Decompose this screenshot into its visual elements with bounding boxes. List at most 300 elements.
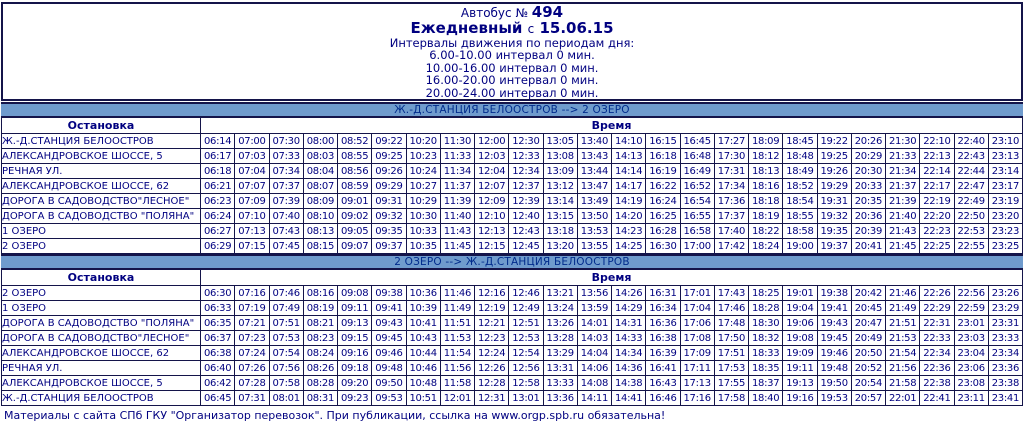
- time-cell: 22:13: [920, 149, 954, 164]
- time-cell: 19:26: [817, 164, 851, 179]
- time-cell: 06:42: [201, 376, 235, 391]
- time-cell: 12:03: [475, 149, 509, 164]
- stop-name-cell: АЛЕКСАНДРОВСКОЕ ШОССЕ, 5: [2, 376, 201, 391]
- time-cell: 23:34: [988, 346, 1022, 361]
- time-cell: 13:24: [543, 301, 577, 316]
- time-cell: 09:46: [372, 346, 406, 361]
- time-cell: 18:22: [749, 224, 783, 239]
- time-cell: 07:30: [269, 134, 303, 149]
- time-cell: 10:35: [406, 239, 440, 254]
- time-cell: 09:20: [338, 376, 372, 391]
- table-row: [2, 194, 1023, 209]
- time-cell: 12:43: [509, 224, 543, 239]
- time-cell: 18:35: [749, 361, 783, 376]
- time-cell: 23:04: [954, 346, 988, 361]
- time-cell: 09:11: [338, 301, 372, 316]
- time-cell: 06:23: [201, 194, 235, 209]
- time-cell: 20:54: [851, 376, 885, 391]
- time-cell: 06:27: [201, 224, 235, 239]
- time-cell: 09:29: [372, 179, 406, 194]
- time-cell: 09:31: [372, 194, 406, 209]
- time-cell: 21:40: [886, 209, 920, 224]
- time-cell: 12:45: [509, 239, 543, 254]
- time-cell: 13:43: [577, 149, 611, 164]
- time-cell: 12:34: [509, 164, 543, 179]
- time-cell: 08:31: [303, 391, 337, 406]
- time-cell: 09:22: [372, 134, 406, 149]
- time-cell: 07:15: [235, 239, 269, 254]
- time-cell: 22:36: [920, 361, 954, 376]
- time-cell: 23:36: [988, 361, 1022, 376]
- time-cell: 09:25: [372, 149, 406, 164]
- time-cell: 07:10: [235, 209, 269, 224]
- time-cell: 11:39: [440, 194, 474, 209]
- time-cell: 19:35: [817, 224, 851, 239]
- interval-line-4: 20.00-24.00 интервал 0 мин.: [425, 85, 599, 100]
- time-cell: 18:48: [783, 149, 817, 164]
- time-cell: 08:59: [338, 179, 372, 194]
- time-cell: 14:25: [612, 239, 646, 254]
- time-cell: 14:31: [612, 316, 646, 331]
- table-row: [2, 316, 1023, 331]
- time-cell: 18:52: [783, 179, 817, 194]
- time-cell: 11:56: [440, 361, 474, 376]
- time-cell: 13:56: [577, 286, 611, 301]
- time-cell: 17:42: [714, 239, 748, 254]
- time-cell: 14:14: [612, 164, 646, 179]
- time-cell: 22:20: [920, 209, 954, 224]
- time-cell: 13:40: [577, 134, 611, 149]
- time-cell: 17:43: [714, 286, 748, 301]
- time-cell: 07:39: [269, 194, 303, 209]
- time-cell: 11:37: [440, 179, 474, 194]
- time-cell: 22:19: [920, 194, 954, 209]
- time-cell: 13:05: [543, 134, 577, 149]
- time-cell: 22:14: [920, 164, 954, 179]
- time-cell: 12:40: [509, 209, 543, 224]
- time-cell: 12:53: [509, 331, 543, 346]
- time-cell: 06:18: [201, 164, 235, 179]
- time-cell: 22:55: [954, 239, 988, 254]
- time-cell: 19:46: [817, 346, 851, 361]
- time-cell: 08:28: [303, 376, 337, 391]
- time-cell: 09:41: [372, 301, 406, 316]
- time-cell: 08:03: [303, 149, 337, 164]
- time-cell: 17:53: [714, 361, 748, 376]
- time-cell: 14:06: [577, 361, 611, 376]
- time-cell: 22:59: [954, 301, 988, 316]
- time-cell: 09:50: [372, 376, 406, 391]
- time-cell: 19:06: [783, 316, 817, 331]
- time-cell: 10:44: [406, 346, 440, 361]
- time-cell: 23:10: [988, 134, 1022, 149]
- time-cell: 09:38: [372, 286, 406, 301]
- time-cell: 19:08: [783, 331, 817, 346]
- time-cell: 08:13: [303, 224, 337, 239]
- time-cell: 07:28: [235, 376, 269, 391]
- time-cell: 11:30: [440, 134, 474, 149]
- time-cell: 13:53: [577, 224, 611, 239]
- time-cell: 14:01: [577, 316, 611, 331]
- time-cell: 22:23: [920, 224, 954, 239]
- time-cell: 13:21: [543, 286, 577, 301]
- direction-header-outbound: Ж.-Д.СТАНЦИЯ БЕЛООСТРОВ --> 2 ОЗЕРО: [1, 102, 1023, 117]
- time-cell: 07:21: [235, 316, 269, 331]
- time-cell: 20:36: [851, 209, 885, 224]
- table-row: [2, 346, 1023, 361]
- direction-block-outbound: [1, 102, 1023, 254]
- time-cell: 14:04: [577, 346, 611, 361]
- stop-name-cell: 1 ОЗЕРО: [2, 224, 201, 239]
- time-cell: 12:01: [440, 391, 474, 406]
- time-cell: 06:30: [201, 286, 235, 301]
- bus-label: Автобус №: [460, 6, 528, 20]
- time-cell: 16:48: [680, 149, 714, 164]
- time-cell: 20:50: [851, 346, 885, 361]
- time-cell: 18:19: [749, 209, 783, 224]
- table-row: [2, 224, 1023, 239]
- schedule-header: [1, 2, 1023, 101]
- time-cell: 10:51: [406, 391, 440, 406]
- time-cell: 23:29: [988, 301, 1022, 316]
- time-cell: 06:45: [201, 391, 235, 406]
- time-cell: 06:35: [201, 316, 235, 331]
- time-cell: 19:31: [817, 194, 851, 209]
- time-cell: 12:28: [475, 376, 509, 391]
- time-cell: 09:43: [372, 316, 406, 331]
- time-cell: 17:30: [714, 149, 748, 164]
- stop-name-cell: Ж.-Д.СТАНЦИЯ БЕЛООСТРОВ: [2, 391, 201, 406]
- time-cell: 12:31: [475, 391, 509, 406]
- time-cell: 13:29: [543, 346, 577, 361]
- time-cell: 13:09: [543, 164, 577, 179]
- time-cell: 12:21: [475, 316, 509, 331]
- time-cell: 22:17: [920, 179, 954, 194]
- time-cell: 16:39: [646, 346, 680, 361]
- time-cell: 07:04: [235, 164, 269, 179]
- time-cell: 23:06: [954, 361, 988, 376]
- time-cell: 13:44: [577, 164, 611, 179]
- time-cell: 17:31: [714, 164, 748, 179]
- time-cell: 08:10: [303, 209, 337, 224]
- time-cell: 07:56: [269, 361, 303, 376]
- from-label: с: [527, 22, 535, 36]
- table-row: [2, 376, 1023, 391]
- time-cell: 12:24: [475, 346, 509, 361]
- time-cell: 19:37: [817, 239, 851, 254]
- time-cell: 14:34: [612, 346, 646, 361]
- time-cell: 18:55: [783, 209, 817, 224]
- time-cell: 08:21: [303, 316, 337, 331]
- time-cell: 18:16: [749, 179, 783, 194]
- time-cell: 22:01: [886, 391, 920, 406]
- time-cell: 06:40: [201, 361, 235, 376]
- time-cell: 18:25: [749, 286, 783, 301]
- time-cell: 17:00: [680, 239, 714, 254]
- time-cell: 19:00: [783, 239, 817, 254]
- time-cell: 06:17: [201, 149, 235, 164]
- time-cell: 06:29: [201, 239, 235, 254]
- time-cell: 17:09: [680, 346, 714, 361]
- time-cell: 19:25: [817, 149, 851, 164]
- stop-name-cell: ДОРОГА В САДОВОДСТВО "ПОЛЯНА": [2, 209, 201, 224]
- time-cell: 20:47: [851, 316, 885, 331]
- column-header-row: [2, 270, 1023, 286]
- stop-name-cell: 2 ОЗЕРО: [2, 239, 201, 254]
- time-cell: 13:59: [577, 301, 611, 316]
- time-cell: 11:33: [440, 149, 474, 164]
- time-cell: 08:26: [303, 361, 337, 376]
- time-cell: 11:45: [440, 239, 474, 254]
- stop-name-cell: Ж.-Д.СТАНЦИЯ БЕЛООСТРОВ: [2, 134, 201, 149]
- time-cell: 23:25: [988, 239, 1022, 254]
- time-cell: 22:25: [920, 239, 954, 254]
- stop-name-cell: 1 ОЗЕРО: [2, 301, 201, 316]
- time-cell: 13:55: [577, 239, 611, 254]
- time-cell: 16:36: [646, 316, 680, 331]
- timetable-inbound: [1, 269, 1023, 406]
- time-cell: 18:32: [749, 331, 783, 346]
- time-cell: 22:47: [954, 179, 988, 194]
- time-cell: 22:38: [920, 376, 954, 391]
- stop-name-cell: АЛЕКСАНДРОВСКОЕ ШОССЕ, 62: [2, 179, 201, 194]
- time-cell: 20:49: [851, 331, 885, 346]
- stop-name-cell: ДОРОГА В САДОВОДСТВО "ПОЛЯНА": [2, 316, 201, 331]
- time-cell: 16:30: [646, 239, 680, 254]
- time-cell: 06:21: [201, 179, 235, 194]
- time-cell: 10:23: [406, 149, 440, 164]
- time-cell: 18:18: [749, 194, 783, 209]
- intervals-title: Интервалы движения по периодам дня:: [389, 36, 635, 50]
- time-cell: 11:51: [440, 316, 474, 331]
- time-cell: 23:31: [988, 316, 1022, 331]
- time-cell: 10:48: [406, 376, 440, 391]
- time-cell: 19:53: [817, 391, 851, 406]
- time-cell: 14:41: [612, 391, 646, 406]
- time-cell: 23:13: [988, 149, 1022, 164]
- time-cell: 18:45: [783, 134, 817, 149]
- time-cell: 19:29: [817, 179, 851, 194]
- time-cell: 07:33: [269, 149, 303, 164]
- time-cell: 12:49: [509, 301, 543, 316]
- time-cell: 22:31: [920, 316, 954, 331]
- time-cell: 21:33: [886, 149, 920, 164]
- time-cell: 13:01: [509, 391, 543, 406]
- time-cell: 08:19: [303, 301, 337, 316]
- time-cell: 23:08: [954, 376, 988, 391]
- column-header-row: [2, 118, 1023, 134]
- time-cell: 12:04: [475, 164, 509, 179]
- time-cell: 17:34: [714, 179, 748, 194]
- time-cell: 08:04: [303, 164, 337, 179]
- time-cell: 11:49: [440, 301, 474, 316]
- time-cell: 20:35: [851, 194, 885, 209]
- time-cell: 20:26: [851, 134, 885, 149]
- time-cell: 12:16: [475, 286, 509, 301]
- time-cell: 17:16: [680, 391, 714, 406]
- time-cell: 12:26: [475, 361, 509, 376]
- time-cell: 13:33: [543, 376, 577, 391]
- time-cell: 12:15: [475, 239, 509, 254]
- time-cell: 20:57: [851, 391, 885, 406]
- time-cell: 19:11: [783, 361, 817, 376]
- time-cell: 10:30: [406, 209, 440, 224]
- time-cell: 11:46: [440, 286, 474, 301]
- table-row: [2, 391, 1023, 406]
- table-row: [2, 149, 1023, 164]
- time-cell: 10:39: [406, 301, 440, 316]
- time-cell: 16:34: [646, 301, 680, 316]
- time-cell: 17:51: [714, 346, 748, 361]
- time-cell: 07:49: [269, 301, 303, 316]
- time-cell: 11:34: [440, 164, 474, 179]
- time-cell: 17:13: [680, 376, 714, 391]
- time-cell: 18:12: [749, 149, 783, 164]
- time-cell: 14:38: [612, 376, 646, 391]
- time-cell: 12:13: [475, 224, 509, 239]
- time-cell: 09:18: [338, 361, 372, 376]
- time-cell: 07:03: [235, 149, 269, 164]
- time-cell: 21:43: [886, 224, 920, 239]
- time-cell: 09:13: [338, 316, 372, 331]
- time-cell: 18:40: [749, 391, 783, 406]
- time-cell: 16:19: [646, 164, 680, 179]
- time-cell: 09:07: [338, 239, 372, 254]
- time-cell: 07:54: [269, 346, 303, 361]
- time-cell: 08:00: [303, 134, 337, 149]
- time-cell: 09:26: [372, 164, 406, 179]
- time-cell: 09:08: [338, 286, 372, 301]
- time-cell: 23:19: [988, 194, 1022, 209]
- time-cell: 07:19: [235, 301, 269, 316]
- time-cell: 23:41: [988, 391, 1022, 406]
- bus-title: [3, 5, 1021, 20]
- time-cell: 06:37: [201, 331, 235, 346]
- time-cell: 16:43: [646, 376, 680, 391]
- time-cell: 07:07: [235, 179, 269, 194]
- direction-header-inbound: 2 ОЗЕРО --> Ж.-Д.СТАНЦИЯ БЕЛООСТРОВ: [1, 254, 1023, 269]
- time-cell: 22:56: [954, 286, 988, 301]
- time-cell: 12:23: [475, 331, 509, 346]
- time-cell: 20:42: [851, 286, 885, 301]
- time-cell: 14:26: [612, 286, 646, 301]
- stop-column-header: Остановка: [2, 270, 201, 286]
- time-cell: 17:11: [680, 361, 714, 376]
- time-cell: 08:09: [303, 194, 337, 209]
- time-cell: 21:45: [886, 239, 920, 254]
- time-cell: 16:18: [646, 149, 680, 164]
- time-cell: 17:37: [714, 209, 748, 224]
- time-cell: 12:39: [509, 194, 543, 209]
- time-cell: 19:50: [817, 376, 851, 391]
- time-cell: 17:04: [680, 301, 714, 316]
- table-row: [2, 179, 1023, 194]
- time-cell: 18:24: [749, 239, 783, 254]
- time-cell: 19:43: [817, 316, 851, 331]
- time-cell: 19:09: [783, 346, 817, 361]
- time-cell: 17:48: [714, 316, 748, 331]
- time-cell: 09:45: [372, 331, 406, 346]
- time-cell: 23:23: [988, 224, 1022, 239]
- time-cell: 12:09: [475, 194, 509, 209]
- time-cell: 23:20: [988, 209, 1022, 224]
- time-cell: 13:36: [543, 391, 577, 406]
- time-cell: 14:10: [612, 134, 646, 149]
- time-cell: 21:53: [886, 331, 920, 346]
- time-cell: 21:34: [886, 164, 920, 179]
- time-cell: 08:01: [269, 391, 303, 406]
- time-cell: 14:11: [577, 391, 611, 406]
- time-cell: 19:48: [817, 361, 851, 376]
- time-cell: 21:49: [886, 301, 920, 316]
- time-cell: 14:13: [612, 149, 646, 164]
- time-cell: 07:31: [235, 391, 269, 406]
- time-cell: 13:47: [577, 179, 611, 194]
- interval-line-2: 10.00-16.00 интервал 0 мин.: [425, 60, 599, 75]
- interval-line-3: 16.00-20.00 интервал 0 мин.: [425, 73, 599, 88]
- time-cell: 17:36: [714, 194, 748, 209]
- time-cell: 07:46: [269, 286, 303, 301]
- time-cell: 12:10: [475, 209, 509, 224]
- time-cell: 13:26: [543, 316, 577, 331]
- time-cell: 17:08: [680, 331, 714, 346]
- time-cell: 07:51: [269, 316, 303, 331]
- time-cell: 19:13: [783, 376, 817, 391]
- time-cell: 17:46: [714, 301, 748, 316]
- time-cell: 14:19: [612, 194, 646, 209]
- stop-name-cell: ДОРОГА В САДОВОДСТВО"ЛЕСНОЕ": [2, 331, 201, 346]
- time-cell: 07:26: [235, 361, 269, 376]
- time-cell: 08:15: [303, 239, 337, 254]
- stop-column-header: Остановка: [2, 118, 201, 134]
- time-cell: 21:51: [886, 316, 920, 331]
- time-cell: 10:29: [406, 194, 440, 209]
- time-cell: 21:58: [886, 376, 920, 391]
- time-cell: 14:17: [612, 179, 646, 194]
- time-cell: 09:32: [372, 209, 406, 224]
- time-cell: 16:41: [646, 361, 680, 376]
- time-cell: 07:45: [269, 239, 303, 254]
- time-cell: 07:16: [235, 286, 269, 301]
- time-cell: 21:56: [886, 361, 920, 376]
- table-row: [2, 134, 1023, 149]
- time-cell: 12:54: [509, 346, 543, 361]
- time-cell: 18:28: [749, 301, 783, 316]
- time-cell: 17:58: [714, 391, 748, 406]
- time-cell: 18:37: [749, 376, 783, 391]
- time-cell: 16:49: [680, 164, 714, 179]
- table-row: [2, 209, 1023, 224]
- time-cell: 06:38: [201, 346, 235, 361]
- table-row: [2, 164, 1023, 179]
- stop-name-cell: 2 ОЗЕРО: [2, 286, 201, 301]
- direction-block-inbound: [1, 254, 1023, 406]
- table-row: [2, 331, 1023, 346]
- time-cell: 08:23: [303, 331, 337, 346]
- time-cell: 22:29: [920, 301, 954, 316]
- time-cell: 08:52: [338, 134, 372, 149]
- time-cell: 09:35: [372, 224, 406, 239]
- time-cell: 22:53: [954, 224, 988, 239]
- time-cell: 19:22: [817, 134, 851, 149]
- time-cell: 09:15: [338, 331, 372, 346]
- time-cell: 17:06: [680, 316, 714, 331]
- time-cell: 18:54: [783, 194, 817, 209]
- time-cell: 21:30: [886, 134, 920, 149]
- time-cell: 10:46: [406, 361, 440, 376]
- time-cell: 09:01: [338, 194, 372, 209]
- time-cell: 22:50: [954, 209, 988, 224]
